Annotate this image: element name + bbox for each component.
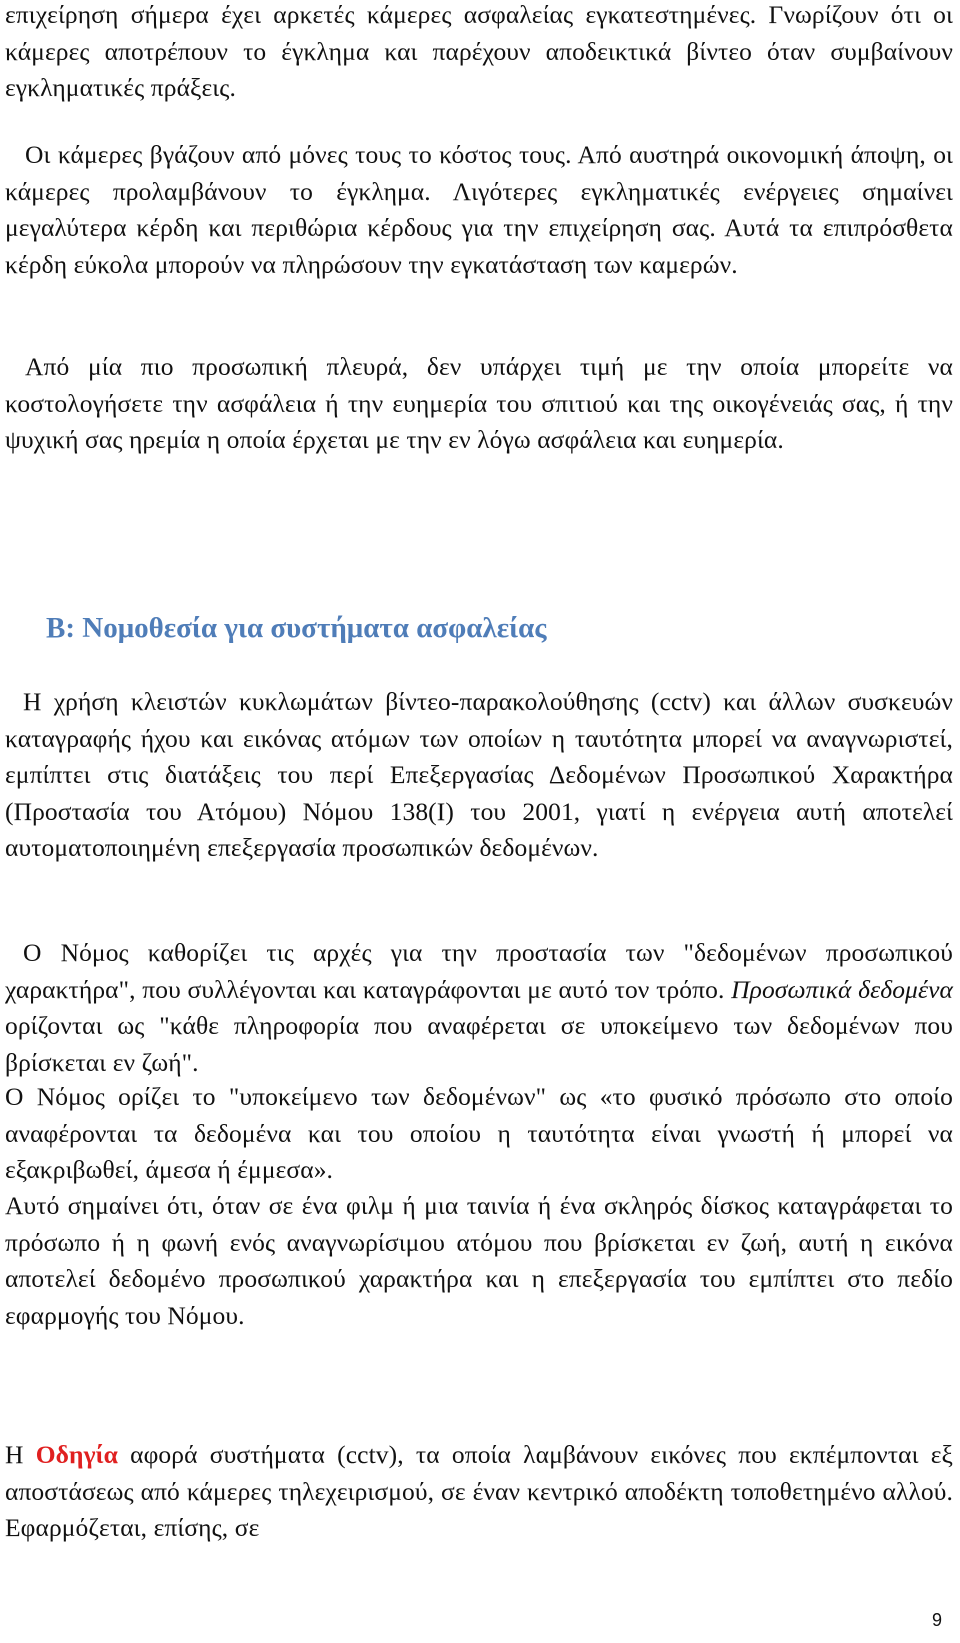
paragraph-data-subject: Ο Νόμος ορίζει το "υποκείμενο των δεδομένων" ως «το φυσικό πρόσωπο στο οποίο αναφέρονται τα δεδομένα και του οποίου η ταυτότητα είναι γνωστή ή μπορεί να εξακριβωθεί, άμεσα ή έμμεσα». — [5, 1082, 953, 1184]
directive-text-rest: αφορά συστήματα (cctv), τα οποία λαμβάνουν εικόνες που εκπέμπονται εξ αποστάσεως από κάμερες τηλεχειρισμού, σε έναν κεντρικό αποδέκτη τοποθετημένο αλλού. Εφαρμόζεται, επίσης, σε — [5, 1440, 953, 1542]
directive-highlight: Οδηγία — [35, 1440, 118, 1469]
personal-data-term: Προσωπικά δεδομένα — [731, 974, 953, 1004]
page-number: 9 — [931, 1610, 942, 1630]
paragraph-recording-meaning: Αυτό σημαίνει ότι, όταν σε ένα φιλμ ή μια ταινία ή ένα σκληρός δίσκος καταγράφεται το πρόσωπο ή η φωνή ενός αναγνωρίσιμου ατόμου που βρίσκεται εν ζωή, αυτή η εικόνα αποτελεί δεδομένο προσωπικού χαρακτήρα και η επεξεργασία του εμπίπτει στο πεδίο εφαρμογής του Νόμου. — [5, 1191, 953, 1330]
law-principles-text-start: Ο Νόμος καθορίζει τις αρχές για την προστασία των "δεδομένων προσωπικού χαρακτήρα", που συλλέγονται και καταγράφονται με αυτό τον τρόπο. — [5, 938, 953, 1004]
paragraph-cctv-law: Η χρήση κλειστών κυκλωμάτων βίντεο-παρακολούθησης (cctv) και άλλων συσκευών καταγραφής ήχου και εικόνας ατόμων των οποίων η ταυτότητα μπορεί να αναγνωριστεί, εμπίπτει στις διατάξεις του περί Επεξεργασίας Δεδομένων Προσωπικού Χαρακτήρα (Προστασία του Ατόμου) Νόμου 138(Ι) του 2001, γιατί η ενέργεια αυτή αποτελεί αυτοματοποιημένη επεξεργασία προσωπικών δεδομένων. — [5, 687, 953, 862]
section-heading: Β: Νομοθεσία για συστήματα ασφαλείας — [46, 612, 547, 644]
paragraph-personal-safety: Από μία πιο προσωπική πλευρά, δεν υπάρχει τιμή με την οποία μπορείτε να κοστολογήσετε την ασφάλεια ή την ευημερία του σπιτιού και της οικογένειάς σας, ή την ψυχική σας ηρεμία η οποία έρχεται με την εν λόγω ασφάλεια και ευημερία. — [5, 352, 953, 454]
paragraph-camera-cost: Οι κάμερες βγάζουν από μόνες τους το κόστος τους. Από αυστηρά οικονομική άποψη, οι κάμερες προλαμβάνουν το έγκλημα. Λιγότερες εγκληματικές ενέργειες σημαίνει μεγαλύτερα κέρδη και περιθώρια κέρδους για την επιχείρηση σας. Αυτά τα επιπρόσθετα κέρδη εύκολα μπορούν να πληρώσουν την εγκατάσταση των καμερών. — [5, 140, 953, 279]
law-principles-text-end: ορίζονται ως "κάθε πληροφορία που αναφέρεται σε υποκείμενο των δεδομένων που βρίσκεται εν ζωή". — [5, 1011, 953, 1077]
paragraph-camera-deterrence: επιχείρηση σήμερα έχει αρκετές κάμερες ασφαλείας εγκατεστημένες. Γνωρίζουν ότι οι κάμερες αποτρέπουν το έγκλημα και παρέχουν αποδεικτικά βίντεο όταν συμβαίνουν εγκληματικές πράξεις. — [5, 0, 953, 102]
paragraph-directive — [5, 1437, 953, 1547]
paragraph-law-principles — [5, 935, 953, 1081]
directive-text-start: Η — [5, 1440, 36, 1469]
